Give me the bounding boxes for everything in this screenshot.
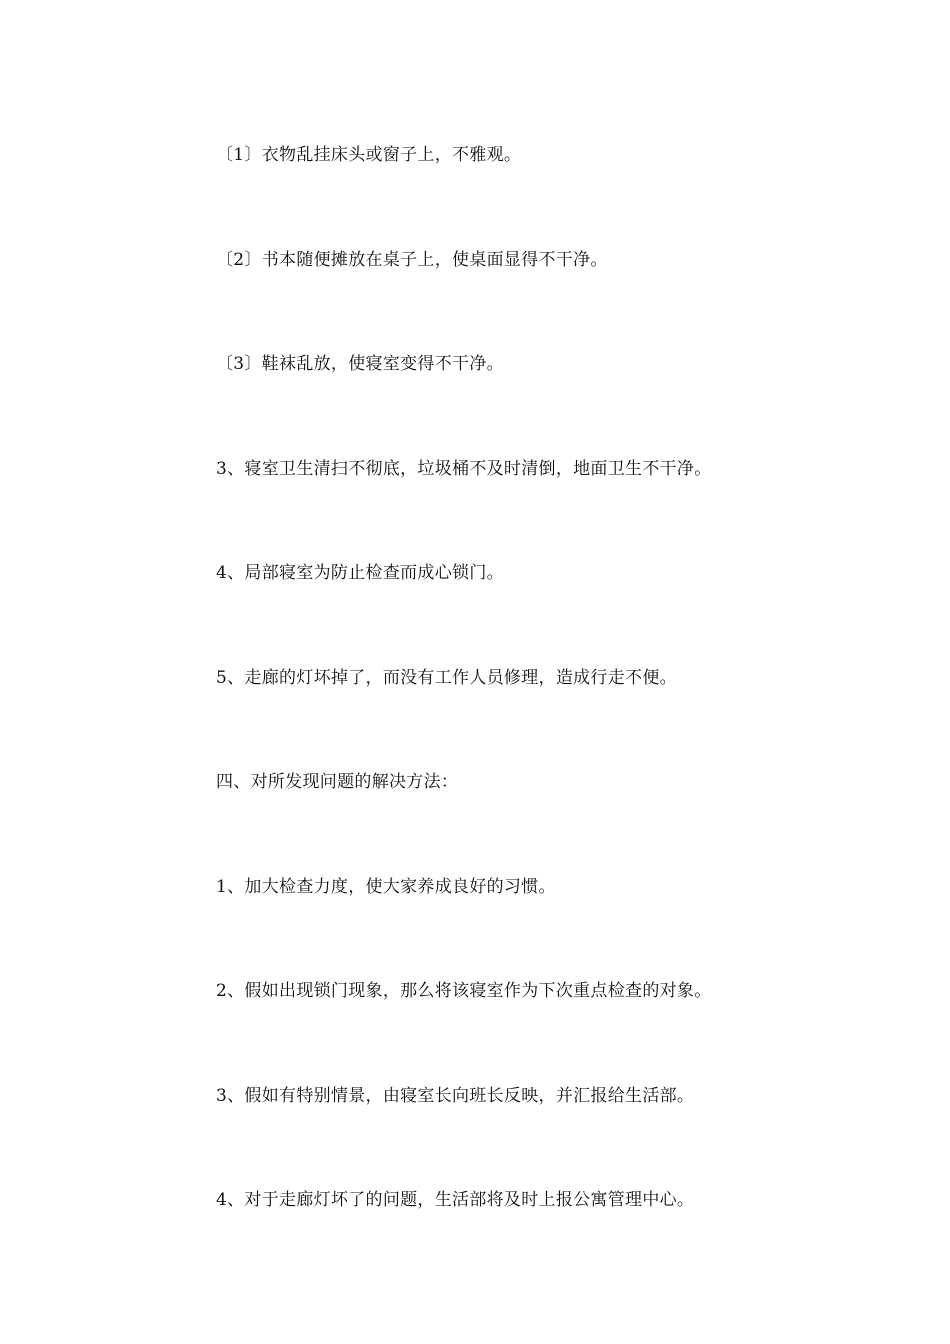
sub-item-shoes: 〔3〕鞋袜乱放，使寝室变得不干净。 bbox=[216, 354, 504, 374]
sub-item-books: 〔2〕书本随便摊放在桌子上，使桌面显得不干净。 bbox=[216, 250, 608, 270]
sub-item-clothes: 〔1〕衣物乱挂床头或窗子上，不雅观。 bbox=[216, 145, 522, 165]
issue-item-cleaning: 3、寝室卫生清扫不彻底，垃圾桶不及时清倒，地面卫生不干净。 bbox=[216, 459, 712, 479]
solution-item-inspection: 1、加大检查力度，使大家养成良好的习惯。 bbox=[216, 877, 556, 897]
issue-item-locked-doors: 4、局部寝室为防止检查而成心锁门。 bbox=[216, 563, 504, 583]
solution-item-special-cases: 3、假如有特别情景，由寝室长向班长反映，并汇报给生活部。 bbox=[216, 1086, 695, 1106]
solution-item-locked-doors: 2、假如出现锁门现象，那么将该寝室作为下次重点检查的对象。 bbox=[216, 981, 712, 1001]
solution-item-corridor-light: 4、对于走廊灯坏了的问题，生活部将及时上报公寓管理中心。 bbox=[216, 1190, 695, 1210]
section-heading-solutions: 四、对所发现问题的解决方法： bbox=[216, 772, 459, 792]
issue-item-corridor-light: 5、走廊的灯坏掉了，而没有工作人员修理，造成行走不便。 bbox=[216, 668, 677, 688]
